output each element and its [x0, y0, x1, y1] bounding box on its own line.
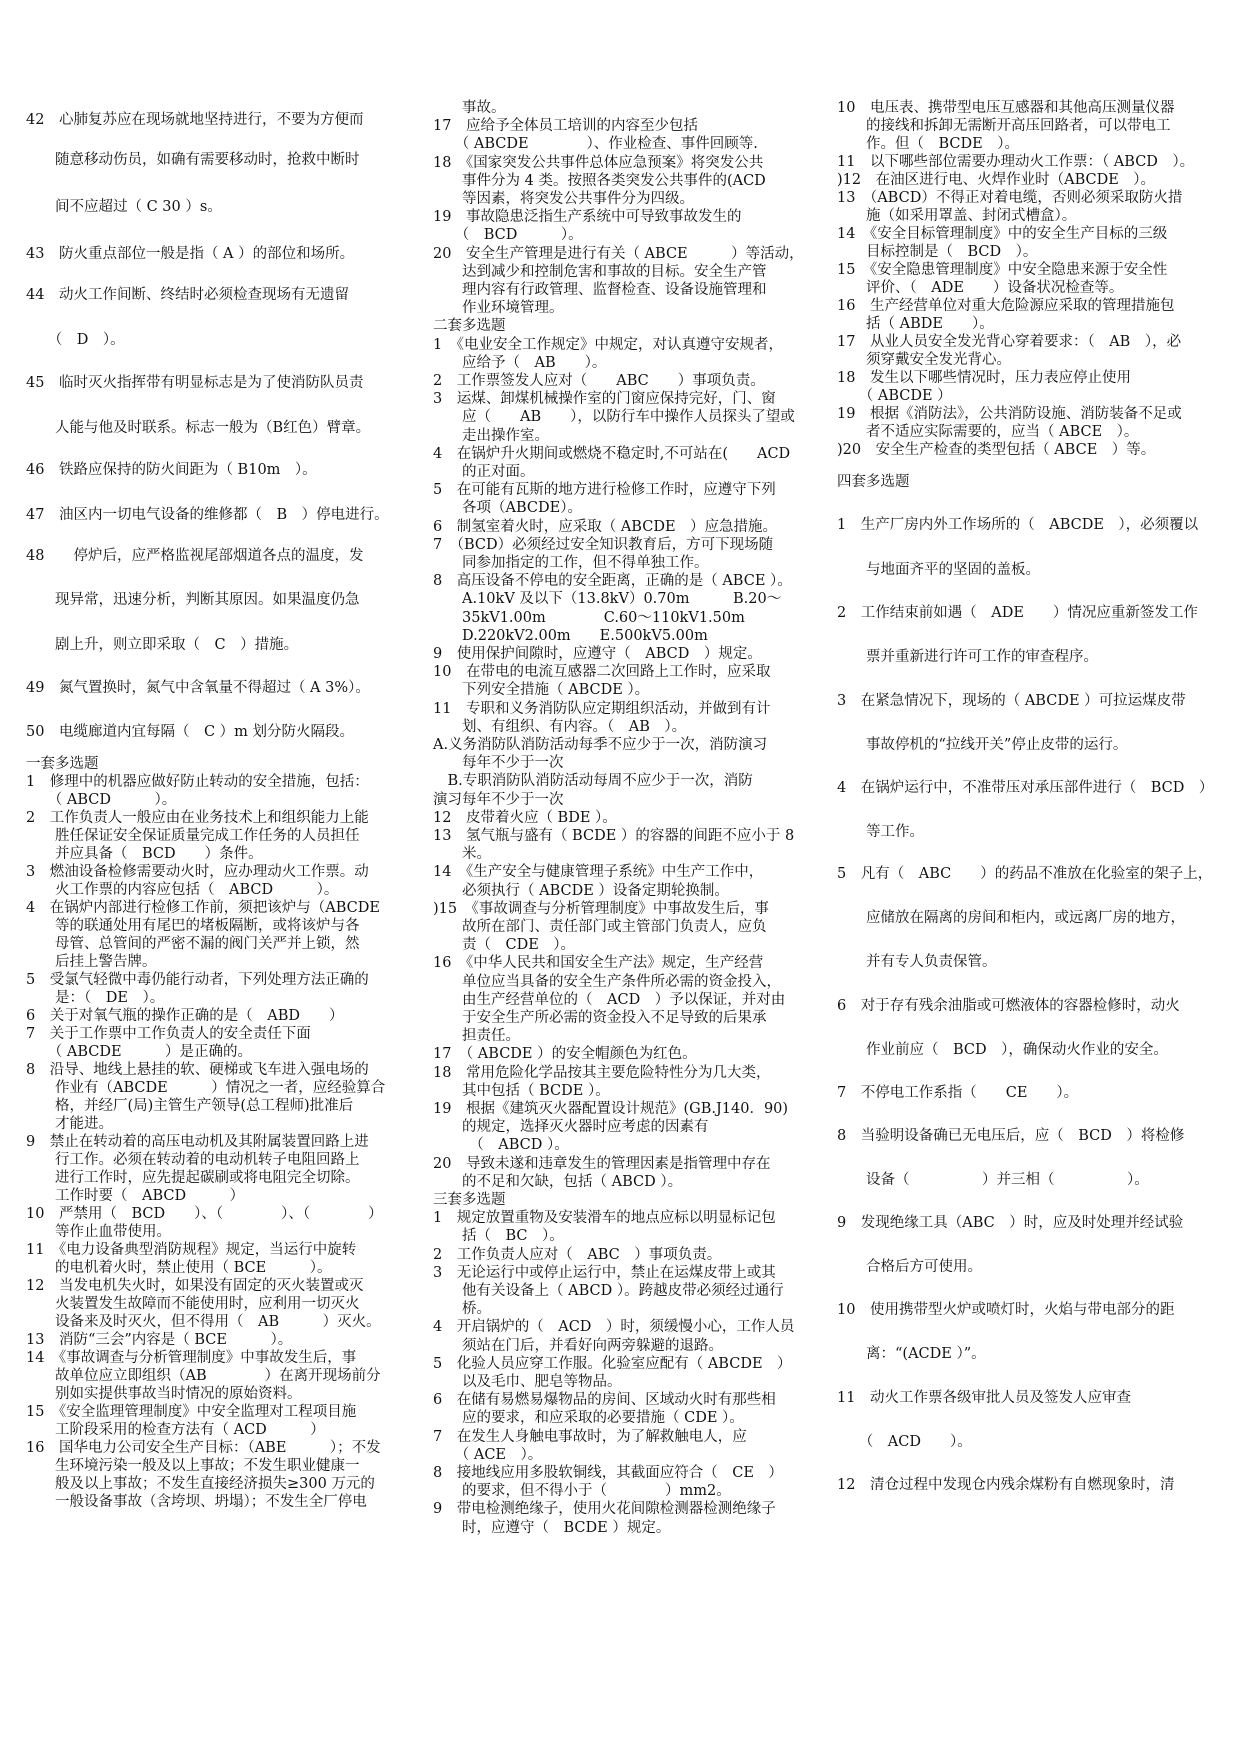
text-line: 14 《安全目标管理制度》中的安全生产目标的三级	[837, 226, 1168, 242]
text-line: 施（如采用罩盖、封闭式槽盒）。	[837, 208, 1077, 224]
text-line: 必须执行（ ABCDE ）设备定期轮换制。	[433, 882, 729, 899]
text-line: 一套多选题	[26, 756, 99, 772]
text-line: 5 化验人员应穿工作服。化验室应配有（ ABCDE ）	[433, 1355, 792, 1372]
text-line: 担责任。	[433, 1028, 520, 1045]
text-line: 9 使用保护间隙时，应遵守（ ABCD ）规定。	[433, 646, 762, 662]
text-line: 2 工作票签发人应对（ ABC ）事项负责。	[433, 373, 765, 389]
text-line: 时，应遵守（ BCDE ）规定。	[433, 1519, 671, 1536]
text-line: 二套多选题	[433, 318, 506, 335]
text-line: 4 开启锅炉的（ ACD ）时，须缓慢小心，工作人员	[433, 1319, 795, 1336]
text-line: 8 接地线应用多股软铜线，其截面应符合（ CE ）	[433, 1465, 783, 1481]
text-line: 19 根据《消防法》，公共消防设施、消防装备不足或	[837, 406, 1182, 422]
text-line: 5 在可能有瓦斯的地方进行检修工作时，应遵守下列	[433, 482, 776, 499]
text-line: 15 《安全隐患管理制度》中安全隐患来源于安全性	[837, 262, 1168, 278]
text-line: 12 皮带着火应（ BDE ）。	[433, 809, 617, 826]
text-line: 的正对面。	[433, 464, 535, 480]
text-line: 作。但（ BCDE ）。	[837, 136, 1019, 152]
text-line: 5 凡有（ ABC ）的药品不准放在化验室的架子上，	[837, 866, 1213, 882]
text-line: 等作止血带使用。	[26, 1224, 171, 1240]
text-line: 44 动火工作间断、终结时必须检查现场有无遗留	[26, 287, 349, 303]
text-line: 3 燃油设备检修需要动火时，应办理动火工作票。动	[26, 864, 369, 880]
text-line: 6 制氢室着火时，应采取（ ABCDE ）应急措施。	[433, 518, 778, 535]
text-line: 19 事故隐患泛指生产系统中可导致事故发生的	[433, 209, 742, 226]
text-line: 18 《国家突发公共事件总体应急预案》将突发公共	[433, 154, 764, 171]
text-line: 并有专人负责保管。	[837, 954, 997, 970]
text-line: （ ABCDE ）	[837, 388, 952, 404]
text-line: 1 生产厂房内外工作场所的（ ABCDE ），必须覆以	[837, 517, 1199, 533]
text-line: 须站在门后，并看好向两旁躲避的退路。	[433, 1337, 723, 1354]
text-line: 3 运煤、卸煤机械操作室的门窗应保持完好，门、窗	[433, 391, 776, 408]
text-line: 20 安全生产管理是进行有关（ ABCE ）等活动，	[433, 245, 804, 262]
text-line: A.义务消防队消防活动每季不应少于一次，消防演习	[433, 737, 768, 753]
text-line: 并应具备（ BCD ）条件。	[26, 846, 263, 862]
text-line: 7 不停电工作系指（ CE ）。	[837, 1085, 1079, 1101]
text-line: 18 发生以下哪些情况时，压力表应停止使用	[837, 370, 1131, 386]
text-line: 1 《电业安全工作规定》中规定，对认真遵守安规者，	[433, 336, 783, 353]
text-line: （ ABCDE ）、作业检查、事件回顾等.	[433, 136, 758, 153]
text-line: 47 油区内一切电气设备的维修都（ B ）停电进行。	[26, 507, 389, 523]
text-line: 的电机着火时，禁止使用（ BCE ）。	[26, 1260, 332, 1276]
text-line: 须穿戴安全发光背心。	[837, 352, 1011, 368]
text-line: 责（ CDE ）。	[433, 937, 576, 954]
text-line: 12 当发电机失火时，如果没有固定的灭火装置或灭	[26, 1278, 364, 1294]
text-line: 括（ BC ）。	[433, 1228, 564, 1245]
text-line: 火工作票的内容应包括（ ABCD ）。	[26, 882, 339, 898]
text-line: 7 （BCD）必须经过安全知识教育后，方可下现场随	[433, 536, 774, 553]
text-line: 3 无论运行中或停止运行中，禁止在运煤皮带上或其	[433, 1264, 776, 1281]
text-line: 2 工作负责人应对（ ABC ）事项负责。	[433, 1246, 722, 1263]
text-line: 于安全生产所必需的资金投入不足导致的后果承	[433, 1010, 767, 1026]
text-line: 作业环境管理。	[433, 300, 564, 317]
text-line: )20 安全生产检查的类型包括（ ABCE ）等。	[837, 442, 1156, 458]
text-line: 10 电压表、携带型电压互感器和其他高压测量仪器	[837, 100, 1175, 116]
text-line: 工阶段采用的检查方法有（ ACD ）	[26, 1422, 325, 1438]
text-line: 4 在锅炉升火期间或燃烧不稳定时,不可站在( ACD	[433, 445, 791, 462]
text-line: B.专职消防队消防活动每周不应少于一次，消防	[433, 773, 753, 790]
text-line: 13 （ABCD）不得正对着电缆，否则必须采取防火措	[837, 190, 1183, 206]
text-line: 事故。	[433, 100, 506, 116]
text-line: 走出操作室。	[433, 427, 549, 444]
text-line: 49 氮气置换时，氮气中含氧量不得超过（ A 3%）。	[26, 680, 370, 696]
text-line: 13 氢气瓶与盛有（ BCDE ）的容器的间距不应小于 8	[433, 828, 795, 844]
text-line: （ BCD ）。	[433, 227, 583, 244]
text-line: 17 （ ABCDE ）的安全帽颜色为红色。	[433, 1046, 697, 1063]
text-line: 2 工作结束前如遇（ ADE ）情况应重新签发工作	[837, 605, 1198, 621]
text-line: 等工作。	[837, 824, 924, 840]
text-line: 1 规定放置重物及安装滑车的地点应标以明显标记包	[433, 1210, 776, 1227]
text-line: 评价、（ ADE ）设备状况检查等。	[837, 280, 1124, 296]
text-line: 42 心肺复苏应在现场就地坚持进行，不要为方便而	[26, 112, 364, 128]
text-line: 7 在发生人身触电事故时，为了解救触电人，应	[433, 1428, 747, 1445]
text-line: 5 受氯气轻微中毒仍能行动者，下列处理方法正确的	[26, 972, 369, 988]
text-line: （ ABCDE ）是正确的。	[26, 1044, 253, 1060]
text-line: 故所在部门、责任部门或主管部门负责人，应负	[433, 919, 767, 935]
text-line: 下列安全措施（ ABCDE ）。	[433, 682, 650, 699]
text-line: 6 对于存有残余油脂或可燃液体的容器检修时，动火	[837, 998, 1180, 1014]
text-line: 演习每年不少于一次	[433, 791, 564, 808]
text-line: 作业有（ABCDE ）情况之一者，应经验算合	[26, 1080, 386, 1096]
text-line: 划、有组织、有内容。（ AB ）。	[433, 718, 687, 735]
text-line: 16 生产经营单位对重大危险源应采取的管理措施包	[837, 298, 1175, 314]
text-line: 16 国华电力公司安全生产目标：（ABE ）；不发	[26, 1440, 381, 1456]
text-line: 3 在紧急情况下，现场的（ ABCDE ）可拉运煤皮带	[837, 693, 1186, 709]
text-line: 四套多选题	[837, 474, 910, 490]
text-line: 的接线和拆卸无需断开高压回路者，可以带电工	[837, 118, 1171, 134]
text-line: 理内容有行政管理、监督检查、设备设施管理和	[433, 282, 767, 298]
text-line: 票并重新进行许可工作的审查程序。	[837, 649, 1098, 665]
text-line: 设备来及时灭火，但不得用（ AB ）灭火。	[26, 1314, 381, 1330]
text-line: 作业前应（ BCD ），确保动火作业的安全。	[837, 1042, 1168, 1058]
text-line: 9 带电检测绝缘子，使用火花间隙检测器检测绝缘子	[433, 1501, 776, 1518]
text-line: 现异常，迅速分析，判断其原因。如果温度仍急	[26, 592, 360, 608]
text-line: 般及以上事故；不发生直接经济损失≥300 万元的	[26, 1476, 375, 1492]
text-line: )15 《事故调查与分析管理制度》中事故发生后，事	[433, 900, 769, 917]
text-line: 进行工作时，应先提起碳刷或将电阻完全切除。	[26, 1170, 360, 1186]
text-line: 等因素，将突发公共事件分为四级。	[433, 191, 694, 207]
text-line: 50 电缆廊道内宜每隔（ C ）m 划分防火隔段。	[26, 724, 355, 740]
text-line: 7 关于工作票中工作负责人的安全责任下面	[26, 1026, 311, 1042]
text-line: 8 沿导、地线上悬挂的软、硬梯或飞车进入强电场的	[26, 1062, 369, 1078]
text-line: 1 修理中的机器应做好防止转动的安全措施，包括：	[26, 774, 369, 790]
text-line: A.10kV 及以下（13.8kV）0.70m B.20～	[433, 591, 782, 608]
text-line: 35kV1.00m C.60～110kV1.50m	[433, 609, 745, 626]
text-line: （ ABCD ）。	[26, 792, 177, 808]
text-line: 10 使用携带型火炉或喷灯时，火焰与带电部分的距	[837, 1302, 1175, 1318]
text-line: 括（ ABDE ）。	[837, 316, 994, 332]
text-line: 人能与他及时联系。标志一般为（B红色）臂章。	[26, 420, 371, 436]
text-line: 13 消防“三会”内容是（ BCE ）。	[26, 1332, 293, 1348]
text-line: 桥。	[433, 1301, 491, 1318]
text-line: 三套多选题	[433, 1192, 506, 1208]
text-line: 每年不少于一次	[433, 755, 564, 772]
text-line: 与地面齐平的坚固的盖板。	[837, 562, 1040, 578]
text-line: 6 关于对氧气瓶的操作正确的是（ ABD ）	[26, 1008, 344, 1024]
text-line: 随意移动伤员，如确有需要移动时，抢救中断时	[26, 152, 360, 168]
text-line: 应储放在隔离的房间和柜内，或远离厂房的地方，	[837, 910, 1185, 926]
text-line: 18 常用危险化学品按其主要危险特性分为几大类，	[433, 1064, 771, 1081]
text-line: 应（ AB ），以防行车中操作人员探头了望或	[433, 409, 795, 426]
text-line: 6 在储有易燃易爆物品的房间、区域动火时有那些相	[433, 1392, 776, 1409]
text-line: （ ACE ）。	[433, 1446, 543, 1463]
text-line: 9 发现绝缘工具（ABC ）时，应及时处理并经试验	[837, 1215, 1184, 1231]
text-line: 11 动火工作票各级审批人员及签发人应审查	[837, 1390, 1131, 1406]
text-line: 者不适应实际需要的，应当（ ABCE ）。	[837, 424, 1139, 440]
text-line: 48 停炉后，应严格监视尾部烟道各点的温度，发	[26, 548, 364, 564]
text-line: 火装置发生故障而不能使用时，应利用一切灭火	[26, 1296, 360, 1312]
text-line: 15 《安全监理管理制度》中安全监理对工程项目施	[26, 1404, 357, 1420]
text-line: 间不应超过（ C 30 ）s。	[26, 199, 222, 215]
text-line: 合格后方可使用。	[837, 1259, 982, 1275]
text-line: 米。	[433, 846, 491, 863]
text-line: 工作时要（ ABCD ）	[26, 1188, 245, 1204]
text-line: 格，并经厂(局)主管生产领导(总工程师)批准后	[26, 1098, 354, 1114]
text-line: （ D ）。	[26, 332, 125, 348]
text-line: 设备（ ）并三相（ ）。	[837, 1172, 1149, 1188]
text-line: 43 防火重点部位一般是指（ A ）的部位和场所。	[26, 246, 355, 262]
text-line: 16 《中华人民共和国安全生产法》规定，生产经营	[433, 955, 764, 972]
text-line: 事故停机的“拉线开关”停止皮带的运行。	[837, 737, 1128, 753]
text-line: 胜任保证安全保证质量完成工作任务的人员担任	[26, 828, 360, 844]
text-line: 应给予（ AB ）。	[433, 354, 607, 371]
text-line: 的规定，选择灭火器时应考虑的因素有	[433, 1119, 709, 1136]
text-line: 14 《事故调查与分析管理制度》中事故发生后，事	[26, 1350, 357, 1366]
text-line: 等的联通处用有尾巴的堵板隔断，或将该炉与各	[26, 918, 360, 934]
text-line: 4 在锅炉内部进行检修工作前，须把该炉与（ABCDE	[26, 900, 380, 916]
text-line: 他有关设备上（ ABCD ）。跨越皮带必须经过通行	[433, 1283, 784, 1299]
text-line: 以及毛巾、肥皂等物品。	[433, 1374, 622, 1390]
text-line: 母管、总管间的严密不漏的阀门关严并上锁，然	[26, 936, 360, 952]
text-line: 17 应给予全体员工培训的内容至少包括	[433, 118, 698, 135]
text-line: 4 在锅炉运行中，不准带压对承压部件进行（ BCD ）	[837, 780, 1214, 796]
text-line: 达到减少和控制危害和事故的目标。安全生产管	[433, 263, 767, 280]
text-line: 事件分为 4 类。按照各类突发公共事件的(ACD	[433, 172, 766, 189]
text-line: 46 铁路应保持的防火间距为（ B10m ）。	[26, 462, 317, 478]
text-line: 各项（ABCDE）。	[433, 500, 582, 517]
text-line: 才能进。	[26, 1116, 113, 1132]
text-line: 8 当验明设备确已无电压后，应（ BCD ）将检修	[837, 1128, 1185, 1144]
text-line: 别如实提供事故当时情况的原始资料。	[26, 1386, 302, 1402]
text-line: 的不足和欠缺，包括（ ABCD ）。	[433, 1173, 683, 1190]
text-line: 19 根据《建筑灭火器配置设计规范》(GB.J140．90)	[433, 1101, 789, 1117]
text-line: （ ACD ）。	[837, 1434, 972, 1450]
text-line: 应的要求，和应采取的必要措施（ CDE ）。	[433, 1410, 744, 1427]
text-line: 故单位应立即组织（AB ）在离开现场前分	[26, 1368, 381, 1384]
text-line: 的要求，但不得小于（ ）mm2。	[433, 1483, 731, 1500]
text-line: 由生产经营单位的（ ACD ）予以保证，并对由	[433, 991, 786, 1008]
text-line: 剧上升，则立即采取（ C ）措施。	[26, 637, 299, 653]
text-line: 9 禁止在转动着的高压电动机及其附属装置回路上进	[26, 1134, 369, 1150]
text-line: 45 临时灭火指挥带有明显标志是为了使消防队员责	[26, 375, 364, 391]
text-line: 生环境污染一般及以上事故；不发生职业健康一	[26, 1458, 360, 1474]
text-line: 8 高压设备不停电的安全距离，正确的是（ ABCE ）。	[433, 573, 792, 590]
text-line: 17 从业人员安全发光背心穿着要求：（ AB ），必	[837, 334, 1182, 350]
text-line: 行工作。必须在转动着的电动机转子电阻回路上	[26, 1152, 360, 1168]
text-line: 目标控制是（ BCD ）。	[837, 244, 1038, 260]
text-line: 14 《生产安全与健康管理子系统》中生产工作中，	[433, 864, 764, 881]
text-line: 11 以下哪些部位需要办理动火工作票：（ ABCD ）。	[837, 154, 1195, 170]
text-line: 10 在带电的电流互感器二次回路上工作时，应采取	[433, 664, 771, 681]
text-line: 其中包括（ BCDE ）。	[433, 1082, 610, 1099]
text-line: 后挂上警告牌。	[26, 954, 157, 970]
text-line: 11 《电力设备典型消防规程》规定，当运行中旋转	[26, 1242, 357, 1258]
text-line: 是：（ DE ）。	[26, 990, 165, 1006]
text-line: )12 在油区进行电、火焊作业时（ABCDE ）。	[837, 172, 1156, 188]
text-line: 12 清仓过程中发现仓内残余煤粉有自燃现象时，清	[837, 1477, 1175, 1493]
text-line: 20 导致未遂和违章发生的管理因素是指管理中存在	[433, 1155, 771, 1172]
text-line: 单位应当具备的安全生产条件所必需的资金投入，	[433, 973, 781, 990]
text-line: D.220kV2.00m E.500kV5.00m	[433, 627, 708, 644]
text-line: 同参加指定的工作，但不得单独工作。	[433, 555, 709, 571]
text-line: 离：“(ACDE ）”。	[837, 1346, 986, 1362]
text-line: （ ABCD ）。	[433, 1137, 569, 1154]
text-line: 一般设备事故（含垮坝、坍塌）；不发生全厂停电	[26, 1494, 367, 1510]
text-line: 2 工作负责人一般应由在业务技术上和组织能力上能	[26, 810, 369, 826]
text-line: 11 专职和义务消防队应定期组织活动，并做到有计	[433, 700, 771, 717]
text-line: 10 严禁用（ BCD ）、（ ）、（ ）	[26, 1206, 383, 1222]
